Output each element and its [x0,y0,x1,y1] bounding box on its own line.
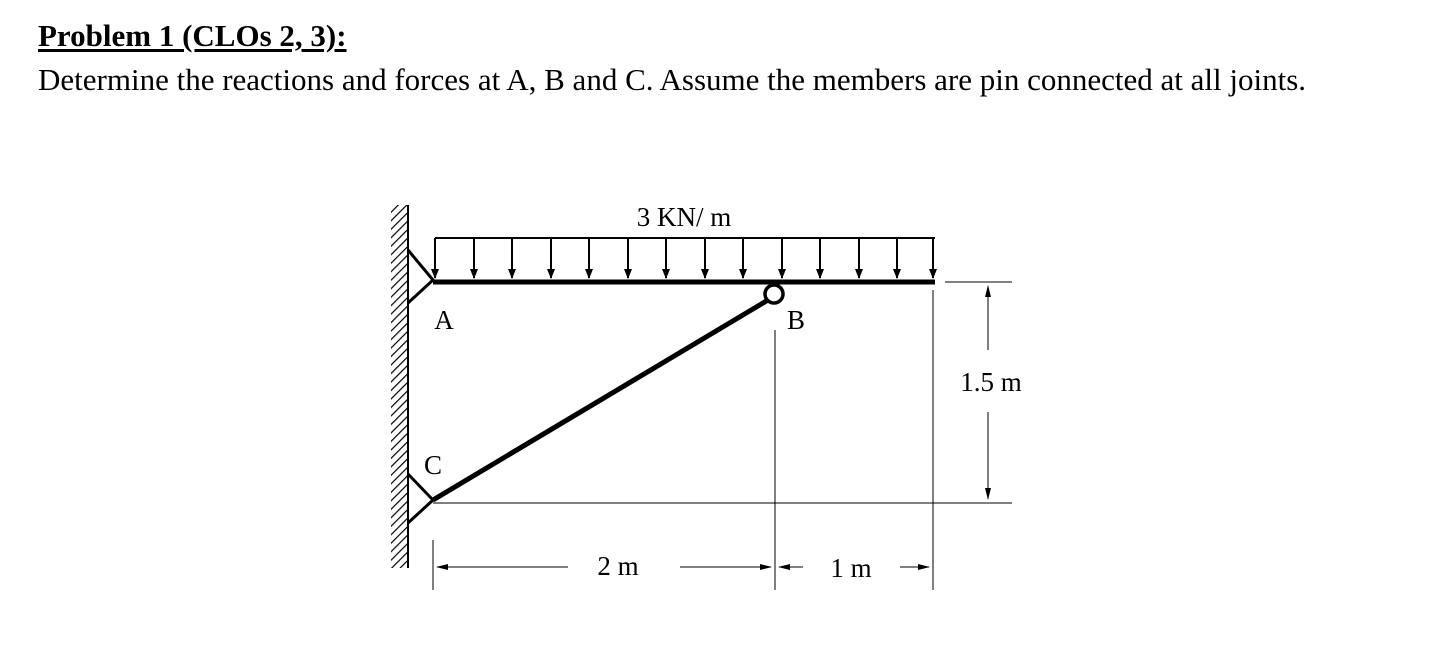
dimension-1-5m-label: 1.5 m [960,367,1022,397]
problem-title: Problem 1 (CLOs 2, 3): [38,18,347,53]
fixed-wall [391,205,408,568]
pin-support-c [408,474,433,523]
dimension-2m-label: 2 m [597,551,639,581]
pin-support-a [408,250,433,303]
label-a: A [434,305,454,335]
pin-b [765,285,783,303]
dimension-1m-label: 1 m [830,553,872,583]
strut-cb [433,300,768,500]
problem-statement: Determine the reactions and forces at A, B and C. Assume the members are pin connected at all joints. [38,62,1307,97]
load-label: 3 KN/ m [636,202,732,232]
label-b: B [786,305,806,335]
distributed-load [435,238,935,278]
label-c: C [423,450,443,480]
